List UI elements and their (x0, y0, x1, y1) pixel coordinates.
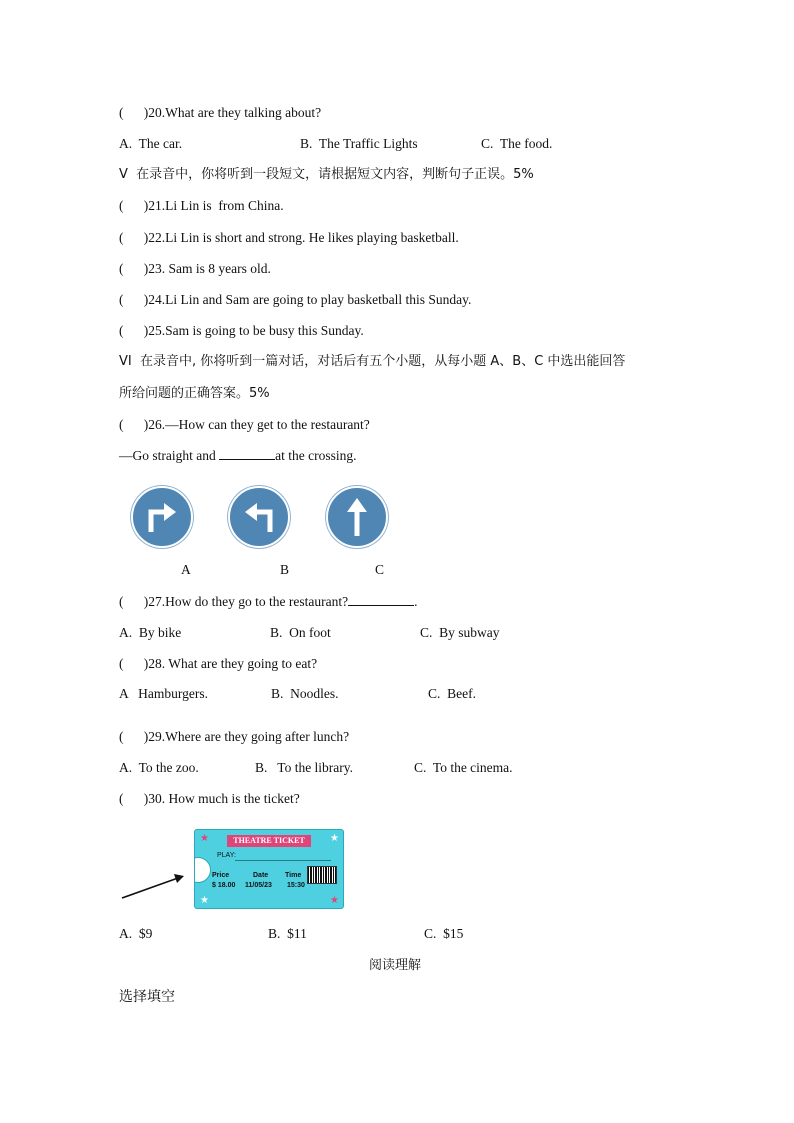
question-27 (119, 593, 417, 611)
option-a: A. $9 (119, 926, 153, 941)
question-text: 26.—How can they get to the restaurant? (148, 417, 370, 432)
barcode-icon (307, 866, 337, 884)
answer-bracket: ( ) (119, 261, 149, 276)
option-a: A. The car. (119, 136, 183, 151)
answer-bracket: ( ) (119, 198, 149, 213)
sign-label-c: C (375, 562, 385, 577)
ticket-time: 15:30 (287, 882, 305, 889)
option-c: C. $15 (424, 926, 464, 941)
theatre-ticket (194, 829, 344, 909)
turn-left-arrow-icon (230, 488, 288, 546)
straight-arrow-icon (328, 488, 386, 546)
ticket-price-label: Price (212, 872, 230, 879)
question-text: 28. What are they going to eat? (148, 656, 318, 671)
question-text: 30. How much is the ticket? (148, 791, 300, 806)
answer-bracket: ( ) (119, 292, 149, 307)
question-text: 27.How do they go to the restaurant? (148, 594, 349, 609)
question-26-answer (119, 447, 356, 465)
ticket-date: 11/05/23 (245, 882, 272, 889)
answer-suffix: at the crossing. (275, 448, 357, 463)
answer-bracket: ( ) (119, 105, 149, 120)
sign-label-b: B (280, 562, 290, 577)
question-28 (119, 655, 317, 673)
option-a: A. To the zoo. (119, 760, 199, 775)
question-text: 20.What are they talking about? (148, 105, 322, 120)
question-26 (119, 416, 370, 434)
question-25 (119, 322, 364, 340)
turn-right-sign (131, 486, 193, 548)
ticket-notch (194, 857, 211, 883)
option-a: A Hamburgers. (119, 686, 208, 701)
question-20 (119, 104, 321, 122)
option-c: C. The food. (481, 136, 553, 151)
answer-blank[interactable] (219, 447, 275, 460)
reading-title: 阅读理解 (369, 958, 422, 973)
question-24 (119, 291, 471, 309)
option-b: B. On foot (270, 625, 331, 640)
option-c: C. Beef. (428, 686, 476, 701)
question-21 (119, 197, 284, 215)
ticket-play-label: PLAY: (217, 852, 236, 859)
sign-label-a: A (181, 562, 191, 577)
ticket-banner: THEATRE TICKET (227, 835, 311, 847)
question-tail: . (414, 594, 418, 609)
question-text: 22.Li Lin is short and strong. He likes playing basketball. (148, 230, 459, 245)
option-c: C. By subway (420, 625, 500, 640)
answer-prefix: —Go straight and (119, 448, 220, 463)
option-c: C. To the cinema. (414, 760, 513, 775)
question-text: 24.Li Lin and Sam are going to play basketball this Sunday. (148, 292, 472, 307)
question-text: 21.Li Lin is from China. (148, 198, 284, 213)
turn-right-arrow-icon (133, 488, 191, 546)
option-b: B. To the library. (255, 760, 354, 775)
question-30 (119, 790, 300, 808)
question-text: 25.Sam is going to be busy this Sunday. (148, 323, 364, 338)
option-a: A. By bike (119, 625, 182, 640)
option-b: B. The Traffic Lights (300, 136, 418, 151)
section-5-heading: V 在录音中，你将听到一段短文，请根据短文内容，判断句子正误。5% (119, 167, 534, 182)
answer-bracket: ( ) (119, 417, 149, 432)
answer-bracket: ( ) (119, 791, 149, 806)
straight-sign (326, 486, 388, 548)
star-icon: ★ (200, 895, 209, 906)
section-6-heading-line2: 所给问题的正确答案。5% (119, 386, 270, 401)
answer-bracket: ( ) (119, 323, 149, 338)
answer-bracket: ( ) (119, 729, 149, 744)
reading-subtitle: 选择填空 (119, 989, 175, 1005)
question-29 (119, 728, 349, 746)
turn-left-sign (228, 486, 290, 548)
question-22 (119, 229, 459, 247)
question-23 (119, 260, 271, 278)
option-b: B. Noodles. (271, 686, 339, 701)
answer-bracket: ( ) (119, 656, 149, 671)
question-text: 23. Sam is 8 years old. (148, 261, 271, 276)
question-text: 29.Where are they going after lunch? (148, 729, 350, 744)
pointer-arrow-icon (120, 870, 190, 902)
answer-bracket: ( ) (119, 230, 149, 245)
ticket-price: $ 18.00 (212, 882, 236, 889)
star-icon: ★ (200, 833, 209, 844)
ticket-divider (235, 860, 331, 861)
ticket-date-label: Date (253, 872, 269, 879)
ticket-time-label: Time (285, 872, 302, 879)
star-icon: ★ (330, 895, 339, 906)
answer-blank[interactable] (348, 593, 414, 606)
answer-bracket: ( ) (119, 594, 149, 609)
option-b: B. $11 (268, 926, 307, 941)
star-icon: ★ (330, 833, 339, 844)
section-6-heading-line1: VI 在录音中, 你将听到一篇对话，对话后有五个小题，从每小题 A、B、C 中选出能回答 (119, 354, 626, 369)
